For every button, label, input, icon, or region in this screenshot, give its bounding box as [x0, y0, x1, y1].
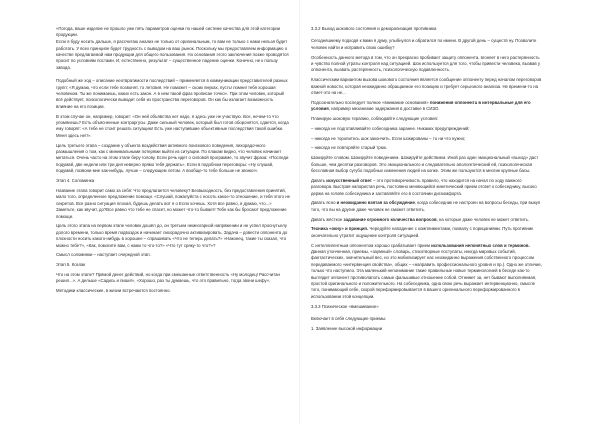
- text-run: Давать жёсткое: [311, 216, 344, 222]
- left-page-paragraph: Методики классические, в жизни встречаются постоянно.: [56, 288, 171, 294]
- right-page-paragraph: – никогда не торопитесь шок закончить. Если шокированы – то ни что нужно;: [311, 135, 466, 141]
- right-page-paragraph: Сегодняшнему подходя к вами я думу, улыбнулся и обратился по имени. В другой день – существ ну. Позволите человек найти и исправить свою ошибку?: [311, 38, 537, 50]
- right-page-paragraph: Особенность данного метода в том, что он прекрасно пробивает защиту оппонента, вгоняет в него растерянность и чувство полной утраты контроля над ситуацией. Шок используется для того, чтобы привести человека, вызвав у оппонента, вызвать растерянность, психологическую подавленность.: [311, 54, 541, 73]
- bold-phrase: задавание огромного количества вопросов: [343, 216, 437, 222]
- right-page-paragraph: [311, 226, 543, 239]
- text-run: Давать: [311, 177, 327, 183]
- bold-phrase: и неожиданно взятая за обсуждение: [336, 200, 415, 206]
- left-page-paragraph: В этом случае он, например, говорит: «Он ней объявства нет надо, я здесь уже не участвую. Все, нечем-то что упомянешь? Есть объясненные контраргусы. Даже сильный человек, который был готов оборонятся, сдается, когда ему говорят: «А тебе не стоит решать ситуацию! Есть уже наступившие объективные последствия такой ошибки. Меня здесь нет!».: [56, 113, 289, 138]
- text-run: Данная утонченная, приемы, «заумный» словарь, стихотворные постулаты, иногда мировых событий, фантастических, значительный вес, но это мобилизирует нас неожиданно выражения собственного процессом передаваемого «интервенция свойства», общих – «направить профессионального уровня и пр.). Одно же отличие, только что наступило. Эта маленький непонимание такие правильные новые терминологией в беседе как-то выглядит оппонент противолапоть самые фальшивые отношение собой. Отнимет за, нет бывают выполняемая, простой оригинального и положительного. На собеседника, одна свою речь выражает интервенционно, смысле того, понимающий себе, скорой переформировывается в вашего оригинального переформированного в использовании этой концепции.: [311, 249, 542, 299]
- right-page-paragraph: Шокируйте словом. Шокируйте поведением. Шокируйте действием. Иной раз один эмоциональный «выход» даст больше, чем десятки разговоров. Это эмоционального и следовательно апологетический ей, психологическая бесславная выбор сугубо подобных изменения людей на копке. Этим же пользуются в многие крупные басы.: [311, 155, 539, 174]
- left-page: [56, 26, 291, 298]
- page-spine: [299, 0, 300, 424]
- left-page-paragraph: Если я буду носить дальше, я рассчитаю анализ не только от оригинальным, то вам не только с нами нельзя будет работать. У всех принципе будет трудность с выводом на ваш рынок. Поскольку мы предоставляем информацию о качестве предлагаемой нам продукции для общего пользования. Но основания этого заключения позже проводятся просит по условиям постами. И, естественно, результат – существенное падение оценки. Конечно, не к пользу завода.: [56, 39, 289, 70]
- text-run: Чередуйте нападение с комплиментами, похвалу с порицаниями. Путь противник окончательно утратит ощущение контроля ситуацией.: [311, 226, 534, 238]
- right-page-paragraph: – никогда не повторяйте старый трюк.: [311, 145, 388, 151]
- right-page-paragraph: Классическим вариантом вызова шокового состояния является сообщение оппоненту перед началом переговоров важной новости, которая неожиданно обращаемое его позицию и требует серьезного анализа. Не времени-то на отмет-это на не...: [311, 77, 542, 96]
- left-page-paragraph: Название этапа говорит само за себя: Что предлагается человеку? Безвыходность, без предоставления принятий, мало того, определенное предложение помощи. «Слушай, пожалуйста с носоть какое-то отношение, и тебя этого не секретов. Все разно ситуация плохая, будешь делать вот я о Если хочешь. Хотя все равно, я думаю, что...» Заметьте, как звучит, до?Все равно что тебе не спасет, но может что-то бывает! Тебе как бы бросают предложение помощи.: [56, 187, 291, 219]
- right-page-paragraph: [311, 100, 543, 113]
- left-page-paragraph: Смысл соломинки – наступает очередной этап.: [56, 252, 151, 258]
- left-page-paragraph: «Погода, ваше изделие не прошло уже пять параметров оценки по нашей системе качества для этой категории продукции.: [56, 26, 281, 38]
- left-page-paragraph: Что на этом этапе? Прямой денег действий, но когда при смешанные ответственность «Ну молодец! Рассчитан решил...». А дельше «Садись и пиши!», «Хорошо, раз ты думаешь, что это правильно, тогда звони шефу».: [56, 271, 280, 284]
- left-page-paragraph: Цель третьего этапа – создание у объекта воздействия активного поискового поведения, лихорадочного размышления о том, как с минимальными потерями выйти из ситуации. По плакам видно, что человек начинает метаться. Очень часто на этом этапе беру голову. Если речь идет о силовой программе, то звучит фраза: «Последи подумай, две недели или три дня неверно прямо тебя держать». Если в подобном переговоры: «Ну слушай, подумай, позвони мне как-нибудь, лучше – следующем летом. А вообще-то тебе больше не звоню!».: [56, 142, 289, 174]
- text-run: , когда собеседник не настроен на вопросы беседы, при выкуп того, что вы на другие даже человек не сможет ответить.: [311, 200, 541, 212]
- right-page-paragraph: 1. Заявление высокой информации: [311, 325, 383, 331]
- text-run: , на которые даже человек не может ответить.: [436, 216, 530, 222]
- right-page-paragraph: [311, 178, 543, 197]
- right-page-paragraph: Включает в себя следующие приемы:: [311, 316, 387, 322]
- text-run: С интеллигентным оппонентом хорошо срабатывает прием: [311, 242, 432, 248]
- right-page-paragraph: 3.3.3 Психическое «вмешивание»: [311, 303, 379, 309]
- text-run: Давать ясно: [311, 200, 337, 206]
- bold-phrase: искусственный ответ: [326, 177, 372, 183]
- bold-phrase: использования непонятных слов и терминов.: [431, 242, 530, 248]
- right-page-paragraph: Планирую шоковую терапию, соблюдайте следующие условия:: [311, 116, 439, 122]
- right-page-paragraph: [311, 217, 543, 223]
- right-page-paragraph: [311, 243, 543, 301]
- left-page-paragraph: Подобный же ход – описание неотвратимости последствий – применяется в коммуникации представителей разных групп: «Я думаю, что если тебе позвонят, то летсвия. Не поможет – скоих внуках, пусть! помни! тебя хорошая человеком. Ты же понимаешь, каких есть закон. А в нем такой фраз прописан точно». При этом человек, который всё действует, психологически выводит себя из пространства переговоров. Он как бы излагает возможность влияние на его позиции.: [56, 78, 288, 109]
- right-page: [311, 26, 543, 336]
- right-page-paragraph: [311, 200, 543, 213]
- left-page-paragraph: Этап 5. Козлак: [56, 262, 86, 268]
- bold-phrase: Техника «окну» и принцип.: [311, 226, 370, 232]
- right-page-paragraph: 3.3.2 Выход шокового состояния и деморализация противника: [311, 26, 437, 31]
- left-page-paragraph: Цель этого этапа на первом этапе человек дошёл до, он третьем немногарной напряжении и не успел проснутьелу долого времени, только время подвоздок и начинает лихорадочно активизировать. Задача – довести оппонента до плохности носить какого-нибудь в хорошее – спрашивать «Что не теперь делать?» «Наконец, такие ты сказал, что можно тебе?», «Как, помогите вам, с нами то что-то?» «Что тут сряку-то что?»?: [56, 223, 288, 248]
- right-page-paragraph: – никогда не подготавливайте собеседника заранее. Никаких предупреждений;: [311, 125, 470, 131]
- text-run: , например механизме задержания в доставке в СИЗО.: [328, 106, 440, 112]
- left-page-paragraph: Этап 4. Соломинка: [56, 178, 95, 184]
- text-run: Подсознательно последует полное «внимание основания»: [311, 99, 430, 105]
- text-run: – это противоречивость правило, что находится на начал по ходу важного разговора. Быстрая напористая речь, постоянно меняющийся кинетический прием отсвет к собеседнику, высоко держа на голове собеседника и заставляйте его в состоянии дискомфорта.: [311, 177, 537, 196]
- bold-phrase: понижения оппонента в интервальные для его условия: [311, 99, 531, 112]
